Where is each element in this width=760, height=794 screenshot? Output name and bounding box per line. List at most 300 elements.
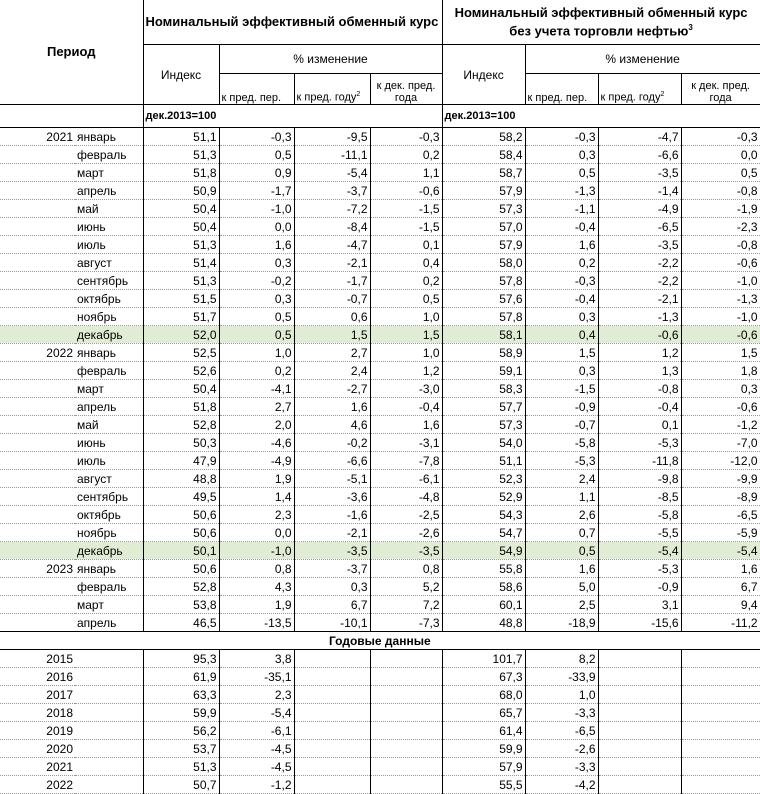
month-cell: июль: [75, 236, 143, 254]
value-cell: 1,6: [681, 560, 760, 578]
value-cell: -0,2: [294, 434, 370, 452]
value-cell: -0,6: [598, 326, 681, 344]
value-cell: 0,5: [681, 164, 760, 182]
value-cell: -1,0: [219, 542, 294, 560]
table-row: [0, 488, 760, 506]
table-row: [0, 470, 760, 488]
value-cell: -0,8: [598, 380, 681, 398]
table-row: [0, 272, 760, 290]
value-cell: -2,6: [525, 740, 598, 758]
pct-change-header-1: % изменение: [219, 45, 442, 74]
table-row: [0, 128, 760, 146]
year-cell: [0, 470, 75, 488]
value-cell: 51,5: [143, 290, 219, 308]
month-cell: январь: [75, 560, 143, 578]
value-cell: 56,2: [143, 722, 219, 740]
value-cell: 50,7: [143, 776, 219, 794]
table-header: [0, 0, 760, 128]
value-cell: -2,7: [294, 380, 370, 398]
value-cell: -2,1: [598, 290, 681, 308]
value-cell: -3,5: [294, 542, 370, 560]
month-cell: октябрь: [75, 290, 143, 308]
value-cell: -3,3: [525, 704, 598, 722]
value-cell: -33,9: [525, 668, 598, 686]
value-cell: 1,1: [525, 488, 598, 506]
value-cell: 1,2: [370, 362, 442, 380]
value-cell: 54,7: [442, 524, 525, 542]
value-cell: -3,7: [294, 560, 370, 578]
month-cell: октябрь: [75, 506, 143, 524]
value-cell: [294, 668, 370, 686]
value-cell: [598, 740, 681, 758]
value-cell: 57,3: [442, 416, 525, 434]
value-cell: 50,4: [143, 200, 219, 218]
value-cell: 1,5: [525, 344, 598, 362]
value-cell: 51,8: [143, 164, 219, 182]
value-cell: 48,8: [442, 614, 525, 632]
month-cell: сентябрь: [75, 272, 143, 290]
value-cell: 57,6: [442, 290, 525, 308]
value-cell: [598, 758, 681, 776]
table-row: [0, 524, 760, 542]
value-cell: 1,2: [598, 344, 681, 362]
value-cell: 2,5: [525, 596, 598, 614]
value-cell: 52,8: [143, 578, 219, 596]
value-cell: -1,4: [598, 182, 681, 200]
value-cell: 1,3: [598, 362, 681, 380]
value-cell: 59,9: [442, 740, 525, 758]
value-cell: 58,4: [442, 146, 525, 164]
year-cell: [0, 218, 75, 236]
monthly-rows: [0, 128, 760, 632]
value-cell: -3,5: [598, 164, 681, 182]
value-cell: -13,5: [219, 614, 294, 632]
value-cell: 57,9: [442, 758, 525, 776]
value-cell: 0,3: [219, 290, 294, 308]
value-cell: -0,3: [525, 272, 598, 290]
value-cell: 1,5: [370, 326, 442, 344]
value-cell: 2,7: [219, 398, 294, 416]
value-cell: 52,3: [442, 470, 525, 488]
value-cell: 51,7: [143, 308, 219, 326]
value-cell: 54,9: [442, 542, 525, 560]
value-cell: -11,2: [681, 614, 760, 632]
table-row: [0, 578, 760, 596]
year-cell: [0, 398, 75, 416]
value-cell: 0,2: [219, 362, 294, 380]
value-cell: -9,8: [598, 470, 681, 488]
value-cell: 50,6: [143, 506, 219, 524]
value-cell: 51,4: [143, 254, 219, 272]
table-row: [0, 416, 760, 434]
value-cell: -5,9: [681, 524, 760, 542]
value-cell: 0,2: [370, 272, 442, 290]
value-cell: -0,7: [525, 416, 598, 434]
value-cell: -4,5: [219, 758, 294, 776]
value-cell: -2,5: [370, 506, 442, 524]
value-cell: 0,2: [525, 254, 598, 272]
value-cell: 55,5: [442, 776, 525, 794]
value-cell: 1,9: [219, 470, 294, 488]
value-cell: 0,3: [219, 254, 294, 272]
value-cell: 0,0: [219, 524, 294, 542]
value-cell: 0,0: [681, 146, 760, 164]
value-cell: -0,2: [219, 272, 294, 290]
value-cell: 58,7: [442, 164, 525, 182]
value-cell: -1,7: [294, 272, 370, 290]
year-cell: [0, 254, 75, 272]
value-cell: -7,8: [370, 452, 442, 470]
prev-year-header-2: к пред. году$^2$: [598, 74, 681, 105]
value-cell: -3,5: [370, 542, 442, 560]
value-cell: 48,8: [143, 470, 219, 488]
value-cell: 1,9: [219, 596, 294, 614]
value-cell: 0,8: [219, 560, 294, 578]
value-cell: [370, 776, 442, 794]
value-cell: -6,5: [598, 218, 681, 236]
value-cell: [370, 740, 442, 758]
value-cell: -3,3: [525, 758, 598, 776]
value-cell: -6,6: [598, 146, 681, 164]
value-cell: 50,6: [143, 524, 219, 542]
value-cell: 1,8: [681, 362, 760, 380]
month-cell: апрель: [75, 614, 143, 632]
value-cell: [294, 722, 370, 740]
year-cell: [0, 542, 75, 560]
value-cell: 51,3: [143, 272, 219, 290]
month-cell: июнь: [75, 218, 143, 236]
value-cell: 58,9: [442, 344, 525, 362]
value-cell: -35,1: [219, 668, 294, 686]
value-cell: -1,2: [219, 776, 294, 794]
value-cell: 50,6: [143, 560, 219, 578]
year-cell: [0, 578, 75, 596]
value-cell: -5,8: [525, 434, 598, 452]
table-row: [0, 344, 760, 362]
group1-header: Номинальный эффективный обменный курс: [143, 0, 442, 45]
value-cell: 5,0: [525, 578, 598, 596]
value-cell: 58,3: [442, 380, 525, 398]
value-cell: 6,7: [681, 578, 760, 596]
month-cell: сентябрь: [75, 488, 143, 506]
empty-cell: [75, 668, 143, 686]
year-cell: [0, 452, 75, 470]
value-cell: 3,1: [598, 596, 681, 614]
value-cell: -4,8: [370, 488, 442, 506]
value-cell: -6,5: [681, 506, 760, 524]
value-cell: 4,3: [219, 578, 294, 596]
value-cell: -0,4: [525, 218, 598, 236]
value-cell: -3,6: [294, 488, 370, 506]
value-cell: 7,2: [370, 596, 442, 614]
value-cell: [598, 650, 681, 668]
table-row: [0, 164, 760, 182]
month-cell: март: [75, 596, 143, 614]
value-cell: 61,9: [143, 668, 219, 686]
value-cell: 95,3: [143, 650, 219, 668]
value-cell: -5,3: [525, 452, 598, 470]
table-row: [0, 182, 760, 200]
year-cell: [0, 524, 75, 542]
value-cell: 51,8: [143, 398, 219, 416]
value-cell: -0,3: [219, 128, 294, 146]
value-cell: -5,4: [294, 164, 370, 182]
annual-title: Годовые данные: [0, 632, 760, 650]
year-cell: [0, 290, 75, 308]
value-cell: -1,5: [370, 200, 442, 218]
value-cell: [681, 686, 760, 704]
value-cell: 1,0: [370, 308, 442, 326]
value-cell: 0,5: [219, 326, 294, 344]
value-cell: 65,7: [442, 704, 525, 722]
value-cell: 58,6: [442, 578, 525, 596]
value-cell: -4,6: [219, 434, 294, 452]
value-cell: -1,0: [219, 200, 294, 218]
value-cell: 101,7: [442, 650, 525, 668]
value-cell: 49,5: [143, 488, 219, 506]
value-cell: [294, 650, 370, 668]
table-row: [0, 704, 760, 722]
year-cell: [0, 488, 75, 506]
value-cell: -0,7: [294, 290, 370, 308]
value-cell: 53,7: [143, 740, 219, 758]
value-cell: 0,8: [370, 560, 442, 578]
year-cell: [0, 326, 75, 344]
value-cell: -3,7: [294, 182, 370, 200]
table-row: [0, 758, 760, 776]
value-cell: -18,9: [525, 614, 598, 632]
value-cell: 2,3: [219, 686, 294, 704]
value-cell: -0,3: [370, 128, 442, 146]
table-row: [0, 668, 760, 686]
month-cell: март: [75, 380, 143, 398]
value-cell: -2,2: [598, 254, 681, 272]
index-header-2: Индекс: [442, 45, 525, 105]
month-cell: ноябрь: [75, 308, 143, 326]
value-cell: 2,4: [294, 362, 370, 380]
value-cell: [370, 668, 442, 686]
value-cell: [681, 722, 760, 740]
pct-change-header-2: % изменение: [525, 45, 760, 74]
table-row: [0, 776, 760, 794]
value-cell: -0,4: [525, 290, 598, 308]
year-cell: [0, 236, 75, 254]
value-cell: -2,3: [681, 218, 760, 236]
value-cell: -0,8: [681, 236, 760, 254]
value-cell: 1,5: [294, 326, 370, 344]
value-cell: -3,1: [370, 434, 442, 452]
value-cell: 57,9: [442, 182, 525, 200]
value-cell: 58,1: [442, 326, 525, 344]
month-cell: март: [75, 164, 143, 182]
value-cell: 0,6: [294, 308, 370, 326]
value-cell: [598, 686, 681, 704]
value-cell: 58,2: [442, 128, 525, 146]
month-cell: декабрь: [75, 326, 143, 344]
value-cell: 51,3: [143, 146, 219, 164]
value-cell: 59,1: [442, 362, 525, 380]
value-cell: -1,5: [370, 218, 442, 236]
value-cell: 0,9: [219, 164, 294, 182]
year-cell: [0, 596, 75, 614]
value-cell: 0,4: [525, 326, 598, 344]
table-row: [0, 596, 760, 614]
group2-header: Номинальный эффективный обменный курс без учета торговли нефтью$^3$: [442, 0, 760, 45]
empty-cell: [75, 650, 143, 668]
value-cell: [598, 776, 681, 794]
header-spacer: [0, 105, 143, 128]
year-cell: [0, 182, 75, 200]
value-cell: -4,2: [525, 776, 598, 794]
value-cell: 50,3: [143, 434, 219, 452]
empty-cell: [75, 722, 143, 740]
value-cell: -8,9: [681, 488, 760, 506]
value-cell: -9,9: [681, 470, 760, 488]
value-cell: -1,3: [681, 290, 760, 308]
value-cell: -7,2: [294, 200, 370, 218]
value-cell: 67,3: [442, 668, 525, 686]
annual-section: [0, 632, 760, 650]
value-cell: -1,1: [525, 200, 598, 218]
dec-prev-header-2: к дек. пред. года: [681, 74, 760, 105]
month-cell: ноябрь: [75, 524, 143, 542]
year-cell: [0, 434, 75, 452]
empty-cell: [75, 704, 143, 722]
value-cell: [370, 758, 442, 776]
value-cell: 1,6: [219, 236, 294, 254]
value-cell: 0,0: [219, 218, 294, 236]
value-cell: -9,5: [294, 128, 370, 146]
value-cell: -5,8: [598, 506, 681, 524]
month-cell: август: [75, 254, 143, 272]
value-cell: 3,8: [219, 650, 294, 668]
value-cell: -6,6: [294, 452, 370, 470]
value-cell: 0,1: [370, 236, 442, 254]
table-row: [0, 236, 760, 254]
year-cell: 2018: [0, 704, 75, 722]
month-cell: июнь: [75, 434, 143, 452]
value-cell: 0,5: [525, 542, 598, 560]
value-cell: 1,6: [294, 398, 370, 416]
value-cell: -2,1: [294, 254, 370, 272]
empty-cell: [75, 758, 143, 776]
table-row: [0, 434, 760, 452]
table-row: [0, 614, 760, 632]
table-row: [0, 722, 760, 740]
value-cell: -4,7: [598, 128, 681, 146]
value-cell: 2,6: [525, 506, 598, 524]
value-cell: -0,4: [370, 398, 442, 416]
month-cell: август: [75, 470, 143, 488]
value-cell: -4,1: [219, 380, 294, 398]
month-cell: февраль: [75, 362, 143, 380]
value-cell: 57,8: [442, 272, 525, 290]
year-cell: 2017: [0, 686, 75, 704]
value-cell: -11,1: [294, 146, 370, 164]
value-cell: 0,5: [525, 164, 598, 182]
value-cell: -1,0: [681, 308, 760, 326]
value-cell: -4,9: [598, 200, 681, 218]
value-cell: 50,1: [143, 542, 219, 560]
value-cell: -0,4: [598, 398, 681, 416]
value-cell: 1,0: [525, 686, 598, 704]
table-row: [0, 290, 760, 308]
value-cell: 8,2: [525, 650, 598, 668]
value-cell: 57,8: [442, 308, 525, 326]
value-cell: 5,2: [370, 578, 442, 596]
year-cell: 2022: [0, 776, 75, 794]
value-cell: [681, 704, 760, 722]
value-cell: 1,0: [370, 344, 442, 362]
value-cell: -5,4: [219, 704, 294, 722]
value-cell: 9,4: [681, 596, 760, 614]
value-cell: 2,7: [294, 344, 370, 362]
value-cell: 0,3: [525, 146, 598, 164]
value-cell: -7,0: [681, 434, 760, 452]
month-cell: апрель: [75, 398, 143, 416]
table-row: [0, 146, 760, 164]
value-cell: -5,5: [598, 524, 681, 542]
value-cell: 54,3: [442, 506, 525, 524]
value-cell: 0,1: [598, 416, 681, 434]
value-cell: [681, 668, 760, 686]
value-cell: -5,4: [681, 542, 760, 560]
table-row: [0, 362, 760, 380]
prev-period-header-1: к пред. пер.: [219, 74, 294, 105]
value-cell: -11,8: [598, 452, 681, 470]
value-cell: 53,8: [143, 596, 219, 614]
value-cell: 1,1: [370, 164, 442, 182]
value-cell: [294, 686, 370, 704]
value-cell: -0,3: [525, 128, 598, 146]
year-cell: 2019: [0, 722, 75, 740]
value-cell: -0,6: [681, 398, 760, 416]
base-label-1: дек.2013=100: [143, 105, 442, 128]
value-cell: 1,6: [525, 236, 598, 254]
year-cell: [0, 200, 75, 218]
value-cell: 63,3: [143, 686, 219, 704]
year-cell: 2021: [0, 128, 75, 146]
value-cell: 51,3: [143, 758, 219, 776]
value-cell: -1,5: [525, 380, 598, 398]
value-cell: 1,0: [219, 344, 294, 362]
value-cell: 61,4: [442, 722, 525, 740]
value-cell: 0,3: [681, 380, 760, 398]
table-row: [0, 452, 760, 470]
value-cell: 52,8: [143, 416, 219, 434]
year-cell: [0, 308, 75, 326]
value-cell: 47,9: [143, 452, 219, 470]
value-cell: 1,5: [681, 344, 760, 362]
value-cell: -5,4: [598, 542, 681, 560]
year-cell: 2021: [0, 758, 75, 776]
year-cell: [0, 146, 75, 164]
value-cell: 6,7: [294, 596, 370, 614]
table-row: [0, 686, 760, 704]
value-cell: -8,5: [598, 488, 681, 506]
value-cell: -10,1: [294, 614, 370, 632]
empty-cell: [75, 686, 143, 704]
value-cell: [370, 704, 442, 722]
year-cell: [0, 362, 75, 380]
value-cell: 0,4: [370, 254, 442, 272]
value-cell: 2,0: [219, 416, 294, 434]
table-row: [0, 560, 760, 578]
value-cell: 51,1: [143, 128, 219, 146]
value-cell: 1,4: [219, 488, 294, 506]
month-cell: май: [75, 416, 143, 434]
value-cell: 1,6: [525, 560, 598, 578]
